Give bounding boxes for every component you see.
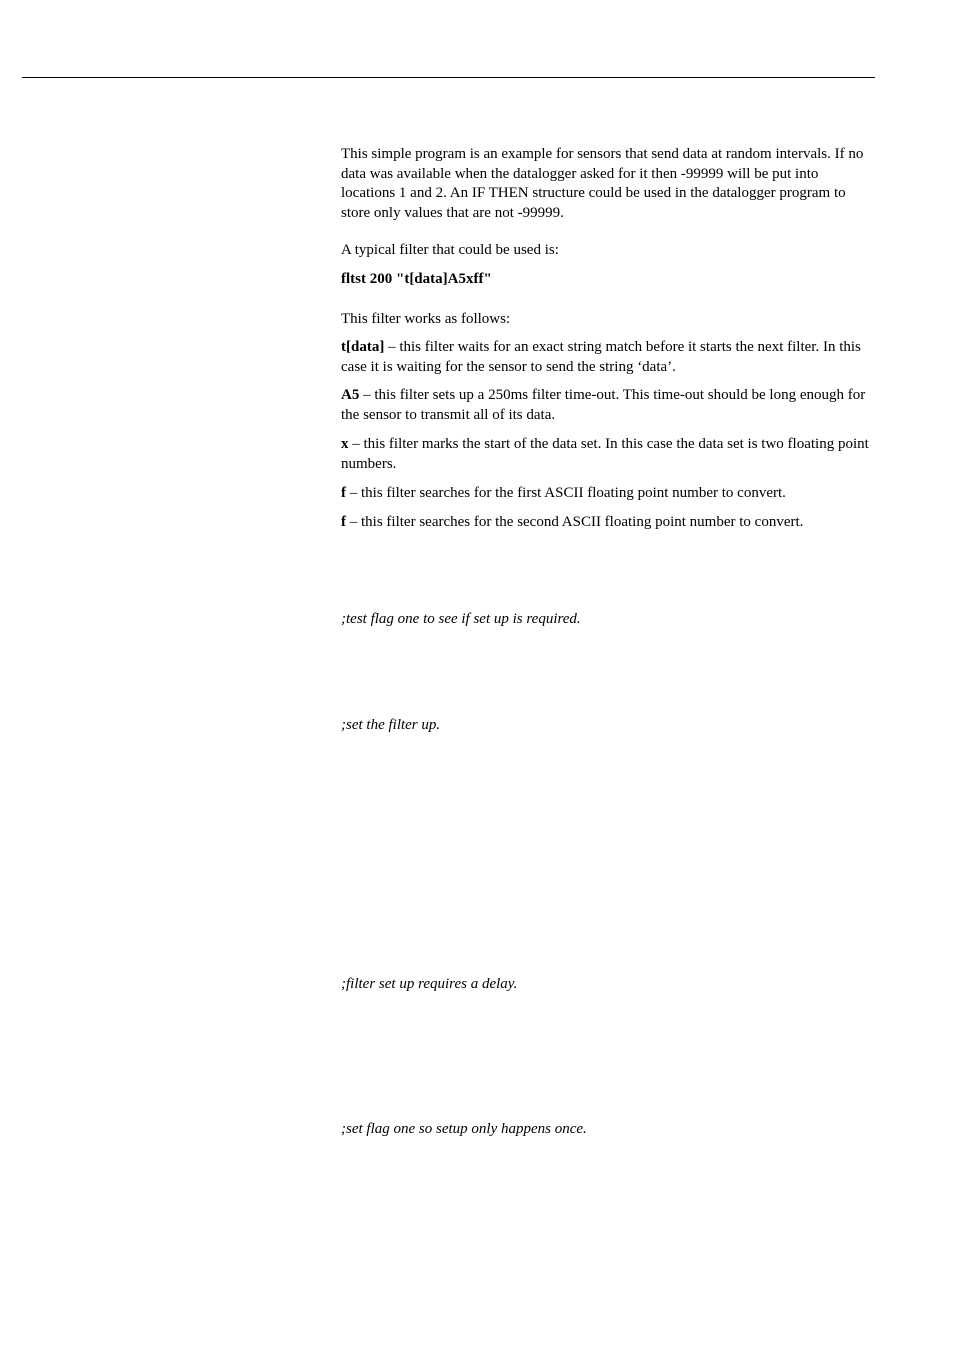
works-lead-paragraph <box>341 310 876 330</box>
filter-command: fltst 200 "t[data]A5xff" <box>341 271 492 287</box>
filter-item-3 <box>341 435 876 474</box>
filter-lead-text: A typical filter that could be used is: <box>341 242 559 258</box>
filter-item-desc: – this filter searches for the second ASCII floating point number to convert. <box>346 514 804 530</box>
program-comment: ;test flag one to see if set up is required. <box>341 611 581 627</box>
program-comment: ;set the filter up. <box>341 717 441 733</box>
filter-item-4 <box>341 484 876 504</box>
filter-command-paragraph <box>341 270 876 290</box>
filter-item-term: t[data] <box>341 339 385 355</box>
header-rule <box>22 77 875 78</box>
filter-item-term: x <box>341 436 349 452</box>
filter-item-2 <box>341 386 876 425</box>
filter-item-desc: – this filter sets up a 250ms filter time-out. This time-out should be long enough for the sensor to transmit all of its data. <box>341 387 866 423</box>
filter-item-term: f <box>341 485 346 501</box>
filter-item-desc: – this filter marks the start of the data set. In this case the data set is two floating point numbers. <box>341 436 869 472</box>
filter-item-5 <box>341 513 876 533</box>
works-lead-text: This filter works as follows: <box>341 311 511 327</box>
filter-item-term: f <box>341 514 346 530</box>
program-comment: ;filter set up requires a delay. <box>341 976 518 992</box>
filter-item-term: A5 <box>341 387 360 403</box>
filter-item-1 <box>341 338 876 377</box>
filter-item-desc: – this filter waits for an exact string match before it starts the next filter. In this case it is waiting for the sensor to send the string ‘data’. <box>341 339 861 375</box>
intro-paragraph <box>341 145 876 223</box>
filter-lead-paragraph <box>341 241 876 261</box>
program-comment: ;set flag one so setup only happens once. <box>341 1121 587 1137</box>
intro-text: This simple program is an example for sensors that send data at random intervals. If no data was available when the datalogger asked for it then -99999 will be put into locations 1 and 2. An IF THEN structure could be used in the datalogger program to store only values that are not -99999. <box>341 146 864 221</box>
filter-item-desc: – this filter searches for the first ASCII floating point number to convert. <box>346 485 786 501</box>
